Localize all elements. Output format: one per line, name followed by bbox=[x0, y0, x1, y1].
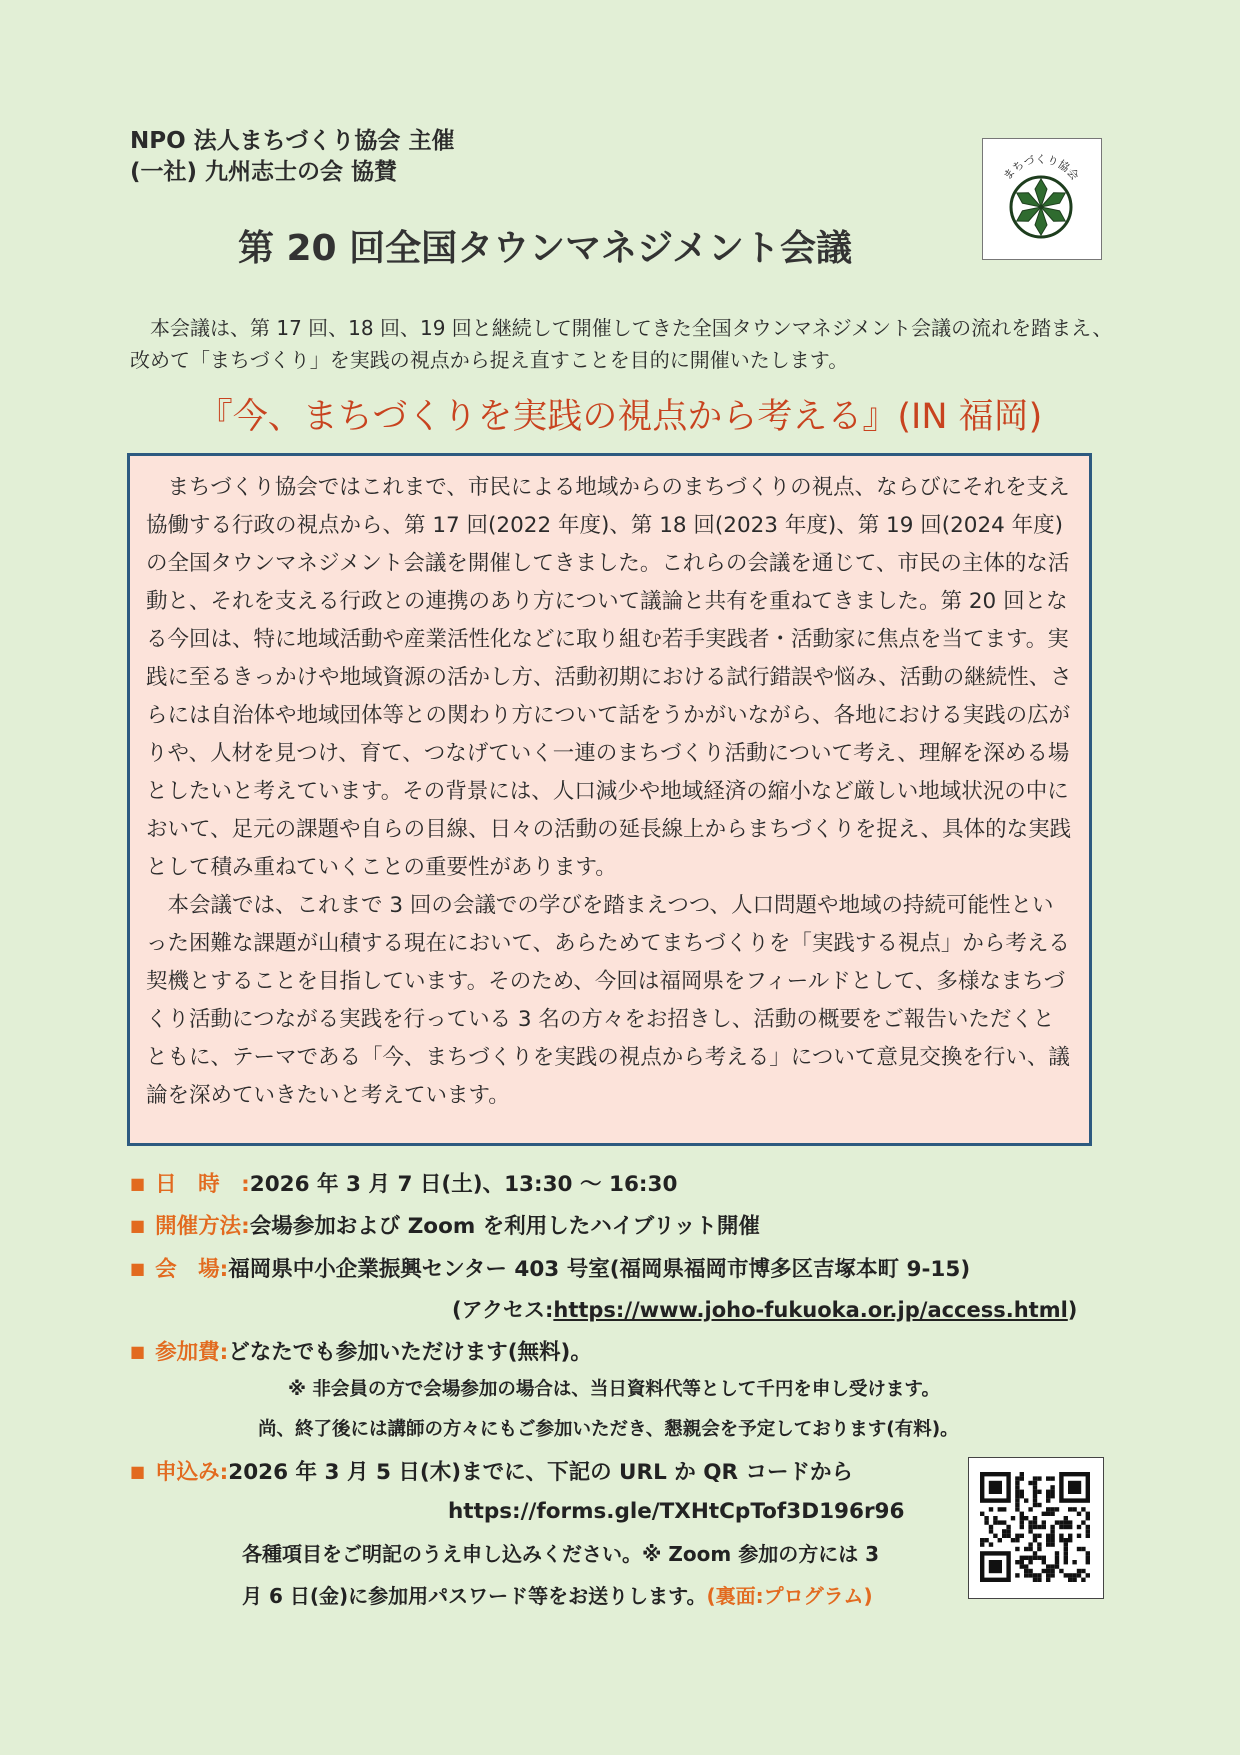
apply-label: 申込み: bbox=[155, 1460, 229, 1485]
association-logo bbox=[982, 138, 1102, 260]
fee-label: 参加費: bbox=[155, 1340, 229, 1365]
venue-value: 福岡県中小企業振興センター 403 号室(福岡県福岡市博多区吉塚本町 9-15) bbox=[228, 1257, 971, 1282]
apply-instructions-line2: 月 6 日(金)に参加用パスワード等をお送りします。(裏面:プログラム) bbox=[242, 1584, 873, 1608]
venue-label: 会 場: bbox=[155, 1257, 229, 1282]
venue-access: (アクセス:https://www.joho-fukuoka.or.jp/access.html) bbox=[452, 1298, 1078, 1322]
description-box bbox=[127, 453, 1092, 1146]
method-value: 会場参加および Zoom を利用したハイブリット開催 bbox=[249, 1214, 760, 1239]
description-paragraph-1: まちづくり協会ではこれまで、市民による地域からのまちづくりの視点、ならびにそれを支え協働する行政の視点から、第 17 回(2022 年度)、第 18 回(2023 年度)、第 19 回(2024 年度)の全国タウンマネジメント会議を開催してきました。これらの会議を通じて、市民の主体的な活動と、それを支える行政との連携のあり方について議論と共有を重ねてきました。第 20 回となる今回は、特に地域活動や産業活性化などに取り組む若手実践者・活動家に焦点を当てます。実践に至るきっかけや地域資源の活かし方、活動初期における試行錯誤や悩み、活動の継続性、さらには自治体や地域団体等との関わり方について話をうかがいながら、各地における実践の広がりや、人材を見つけ、育て、つなげていく一連のまちづくり活動について考え、理解を深める場としたいと考えています。その背景には、人口減少や地域経済の縮小など厳しい地域状況の中において、足元の課題や自らの目線、日々の活動の延長線上からまちづくりを捉え、具体的な実践として積み重ねていくことの重要性があります。 bbox=[146, 475, 1072, 880]
bullet-icon: ■ bbox=[130, 1216, 146, 1235]
apply-instructions-line1: 各種項目をご明記のうえ申し込みください。※ Zoom 参加の方には 3 bbox=[242, 1542, 880, 1566]
fee-row bbox=[130, 1337, 592, 1368]
bullet-icon: ■ bbox=[130, 1342, 146, 1361]
apply-form-url[interactable]: https://forms.gle/TXHtCpTof3D196r96 bbox=[448, 1499, 905, 1524]
description-paragraph-2: 本会議では、これまで 3 回の会議での学びを踏まえつつ、人口問題や地域の持続可能性といった困難な課題が山積する現在において、あらためてまちづくりを「実践する視点」から考える契機とすることを目指しています。そのため、今回は福岡県をフィールドとして、多様なまちづくり活動につながる実践を行っている 3 名の方々をお招きし、活動の概要をご報告いただくとともに、テーマである「今、まちづくりを実践の視点から考える」について意見交換を行い、議論を深めていきたいと考えています。 bbox=[146, 893, 1070, 1108]
bullet-icon: ■ bbox=[130, 1462, 146, 1481]
bullet-icon: ■ bbox=[130, 1259, 146, 1278]
method-label: 開催方法: bbox=[155, 1214, 250, 1239]
sponsor-text: (一社) 九州志士の会 協賛 bbox=[130, 159, 398, 185]
back-page-note: (裏面:プログラム) bbox=[706, 1584, 873, 1608]
qr-code-icon[interactable] bbox=[968, 1457, 1104, 1599]
fee-value: どなたでも参加いただけます(無料)。 bbox=[228, 1340, 592, 1365]
date-row bbox=[130, 1169, 677, 1200]
bullet-icon: ■ bbox=[130, 1174, 146, 1193]
event-subtitle: 『今、まちづくりを実践の視点から考える』(IN 福岡) bbox=[197, 397, 1043, 437]
date-label: 日 時 : bbox=[155, 1172, 250, 1197]
method-row bbox=[130, 1211, 760, 1242]
fee-note-1: ※ 非会員の方で会場参加の場合は、当日資料代等として千円を申し受けます。 bbox=[288, 1379, 940, 1400]
svg-text:まちづくり協会: まちづくり協会 bbox=[1000, 153, 1082, 183]
apply-value: 2026 年 3 月 5 日(木)までに、下記の URL か QR コードから bbox=[228, 1460, 854, 1485]
venue-row bbox=[130, 1254, 970, 1285]
fee-note-2: 尚、終了後には講師の方々にもご参加いただき、懇親会を予定しております(有料)。 bbox=[258, 1419, 959, 1440]
access-link[interactable]: https://www.joho-fukuoka.or.jp/access.html bbox=[553, 1298, 1068, 1322]
organizer-text: NPO 法人まちづくり協会 主催 bbox=[130, 128, 455, 154]
page-title: 第 20 回全国タウンマネジメント会議 bbox=[237, 228, 853, 269]
intro-paragraph: 本会議は、第 17 回、18 回、19 回と継続して開催してきた全国タウンマネジメント会議の流れを踏まえ、改めて「まちづくり」を実践の視点から捉え直すことを目的に開催いたします。 bbox=[130, 316, 1113, 372]
date-value: 2026 年 3 月 7 日(土)、13:30 〜 16:30 bbox=[249, 1172, 678, 1197]
apply-row bbox=[130, 1457, 853, 1488]
